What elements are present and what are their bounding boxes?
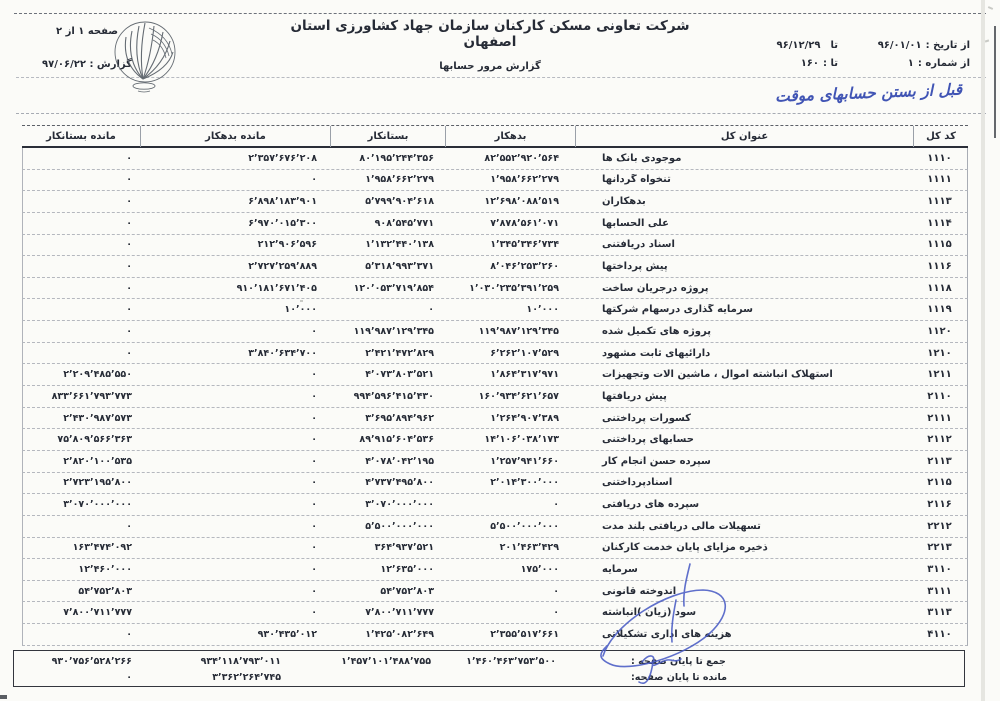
cell-credit: ۱٬۴۲۵٬۰۸۲٬۶۴۹	[365, 628, 434, 640]
cell-balance-debit: ۶٬۹۷۰٬۰۱۵٬۳۰۰	[248, 217, 317, 229]
scan-speck	[985, 39, 989, 42]
cell-account-code: ۲۲۱۳	[927, 542, 952, 554]
cell-account-code: ۱۱۱۰	[927, 152, 952, 164]
cell-account-title: دارائیهای ثابت مشهود	[602, 347, 711, 359]
report-title: گزارش مرور حسابها	[439, 61, 541, 72]
cell-credit: ۳٬۶۹۵٬۸۹۴٬۹۶۲	[365, 412, 434, 424]
cell-credit: ۱۲٬۶۳۵٬۰۰۰	[380, 563, 434, 575]
cell-account-code: ۲۱۱۲	[927, 434, 952, 446]
table-row	[22, 256, 968, 278]
cell-debit: ۶٬۲۶۲٬۱۰۷٬۵۲۹	[490, 347, 559, 359]
cell-debit: ۱٬۰۳۰٬۲۳۵٬۳۹۱٬۲۵۹	[469, 282, 559, 294]
cell-balance-credit: ۱۲٬۴۶۰٬۰۰۰	[78, 563, 132, 575]
cell-balance-debit: ۹۱۰٬۱۸۱٬۶۷۱٬۴۰۵	[236, 282, 317, 294]
cell-balance-credit: ۰	[126, 520, 132, 532]
scan-speck	[988, 6, 993, 10]
cell-account-code: ۳۱۱۰	[927, 563, 952, 575]
table-body	[22, 148, 968, 646]
cell-balance-debit: ۰	[311, 434, 317, 446]
table-row	[22, 321, 968, 343]
cell-account-title: سپرده حسن انجام کار	[602, 455, 711, 467]
cell-account-code: ۱۱۱۱	[927, 174, 952, 186]
cell-account-code: ۱۲۱۰	[927, 347, 952, 359]
table-row	[22, 386, 968, 408]
cell-account-title: سرمایه گذاری درسهام شرکتها	[602, 304, 753, 316]
cell-balance-debit: ۰	[311, 607, 317, 619]
jahad-keshavarzi-emblem-icon	[112, 16, 178, 96]
cell-credit: ۸۹٬۹۱۵٬۶۰۴٬۵۳۶	[359, 434, 434, 446]
date-to-value: ۹۶/۱۲/۲۹	[776, 40, 821, 51]
table-row	[22, 235, 968, 257]
cell-account-title: علی الحسابها	[602, 217, 669, 229]
cell-credit: ۱٬۹۵۸٬۶۶۲٬۲۷۹	[365, 174, 434, 186]
cell-account-title: تسهیلات مالی دریافتی بلند مدت	[602, 520, 761, 532]
cell-account-code: ۱۱۱۸	[927, 282, 952, 294]
cell-account-title: تنخواه گردانها	[602, 174, 671, 186]
cell-credit: ۱٬۱۳۲٬۴۴۰٬۱۳۸	[365, 239, 434, 251]
cell-balance-credit: ۸۳۳٬۶۶۱٬۷۹۳٬۷۷۳	[51, 390, 132, 402]
cell-balance-debit: ۰	[311, 542, 317, 554]
cell-account-code: ۳۱۱۳	[927, 607, 952, 619]
cell-credit: ۵٬۷۹۹٬۹۰۴٬۶۱۸	[365, 196, 434, 208]
cell-debit: ۱٬۳۴۵٬۳۴۶٬۷۳۴	[490, 239, 559, 251]
cell-account-title: اسنادپرداختنی	[602, 477, 673, 489]
cell-credit: ۳۶۴٬۹۳۷٬۵۲۱	[374, 542, 434, 554]
cell-debit: ۰	[553, 607, 559, 619]
table-header-row	[22, 125, 968, 148]
cell-debit: ۱۲٬۶۹۸٬۰۸۸٬۵۱۹	[484, 196, 559, 208]
cell-credit: ۱۲۰٬۰۵۳٬۷۱۹٬۸۵۴	[353, 282, 434, 294]
cell-balance-debit: ۰	[311, 563, 317, 575]
column-header-debit: بدهکار	[445, 126, 575, 147]
cell-debit: ۰	[553, 585, 559, 597]
doc-from-label: از شماره :	[917, 58, 970, 69]
cell-account-code: ۲۲۱۲	[927, 520, 952, 532]
cell-balance-debit: ۲٬۳۵۷٬۶۷۶٬۲۰۸	[248, 152, 317, 164]
scan-edge-band	[981, 0, 985, 701]
cell-debit: ۵٬۵۰۰٬۰۰۰٬۰۰۰	[490, 520, 559, 532]
cell-credit: ۴٬۷۳۷٬۴۹۵٬۸۰۰	[365, 477, 434, 489]
cell-account-title: حسابهای پرداختنی	[602, 434, 694, 446]
cell-balance-debit: ۳٬۸۴۰٬۶۳۴٬۷۰۰	[248, 347, 317, 359]
cell-balance-debit: ۲۱۲٬۹۰۶٬۵۹۶	[257, 239, 317, 251]
cell-debit: ۱٬۹۵۸٬۶۶۲٬۲۷۹	[490, 174, 559, 186]
cell-balance-debit: ۶٬۸۹۸٬۱۸۳٬۹۰۱	[248, 196, 317, 208]
table-row	[22, 473, 968, 495]
cell-balance-debit: ۰	[311, 477, 317, 489]
cell-account-code: ۱۱۱۶	[927, 261, 952, 273]
table-row	[22, 559, 968, 581]
cell-account-code: ۲۱۱۵	[927, 477, 952, 489]
table-row	[22, 148, 968, 170]
cell-account-title: سرمایه	[602, 563, 638, 575]
column-header-balance-debit: مانده بدهکار	[140, 126, 330, 147]
page-number: صفحه ۱ از ۲	[56, 26, 118, 37]
cell-account-title: ذخیره مزایای پایان خدمت کارکنان	[602, 542, 768, 554]
cell-balance-debit: ۱۰٬۰۰۰	[284, 304, 317, 316]
cell-debit: ۱۷۵٬۰۰۰	[520, 563, 559, 575]
sum-balance-debit: ۹۳۴٬۱۱۸٬۷۹۳٬۰۱۱	[200, 655, 281, 667]
cell-debit: ۱٬۲۶۴٬۹۰۷٬۳۸۹	[490, 412, 559, 424]
table-top-separator-line	[16, 113, 986, 114]
cell-credit: ۸۰٬۱۹۵٬۲۴۴٬۳۵۶	[359, 152, 434, 164]
table-row	[22, 538, 968, 560]
balance-balance-debit: ۳٬۳۶۲٬۲۶۴٬۷۴۵	[212, 671, 281, 683]
cell-account-title: استهلاک انباشته اموال ، ماشین آلات وتجهیزات	[602, 369, 833, 381]
cell-balance-debit: ۰	[311, 390, 317, 402]
cell-balance-debit: ۰	[311, 520, 317, 532]
cell-balance-credit: ۳٬۰۷۰٬۰۰۰٬۰۰۰	[63, 499, 132, 511]
date-from-value: ۹۶/۰۱/۰۱	[877, 40, 922, 51]
cell-balance-credit: ۱۶۳٬۴۷۴٬۰۹۲	[72, 542, 132, 554]
table-row	[22, 494, 968, 516]
cell-credit: ۹۰۸٬۵۴۵٬۷۷۱	[374, 217, 434, 229]
cell-account-code: ۱۱۱۳	[927, 196, 952, 208]
column-header-balance-credit: مانده بستانکار	[46, 131, 116, 142]
cell-balance-credit: ۲٬۸۲۰٬۱۰۰٬۵۳۵	[63, 455, 132, 467]
cell-account-code: ۱۱۲۰	[927, 325, 952, 337]
cell-account-title: پیش دریافتها	[602, 390, 667, 402]
sum-debit: ۱٬۴۶۰٬۴۶۳٬۷۵۳٬۵۰۰	[466, 655, 556, 667]
column-header-title: عنوان کل	[575, 126, 913, 147]
cell-account-title: اسناد دریافتنی	[602, 239, 675, 251]
cell-account-title: بدهکاران	[602, 196, 646, 208]
cell-debit: ۱۶۰٬۹۳۴٬۶۲۱٬۶۵۷	[478, 390, 559, 402]
sum-credit: ۱٬۴۵۷٬۱۰۱٬۴۸۸٬۷۵۵	[341, 655, 431, 667]
sum-label: جمع تا پایان صفحه :	[631, 655, 726, 667]
cell-balance-credit: ۰	[126, 239, 132, 251]
print-date: گزارش : ۹۷/۰۶/۲۲	[42, 59, 132, 70]
table-row	[22, 624, 968, 646]
cell-debit: ۱۱۹٬۹۸۷٬۱۲۹٬۳۴۵	[478, 325, 559, 337]
cell-account-code: ۱۱۱۴	[927, 217, 952, 229]
scan-corner-artifact	[0, 695, 7, 699]
cell-balance-credit: ۲٬۴۳۰٬۹۸۷٬۵۷۳	[63, 412, 132, 424]
balance-balance-credit: ۰	[126, 671, 132, 683]
cell-account-title: موجودی بانک ها	[602, 152, 682, 164]
table-row	[22, 429, 968, 451]
company-name: شرکت تعاونی مسکن کارکنان سازمان جهاد کشاورزی استان اصفهان	[290, 18, 690, 50]
cell-account-title: هزینه های اداری تشکیلاتی	[602, 628, 732, 640]
cell-balance-credit: ۰	[126, 174, 132, 186]
cell-balance-credit: ۰	[126, 152, 132, 164]
date-from-label: از تاریخ :	[925, 40, 970, 51]
cell-debit: ۱۰٬۰۰۰	[526, 304, 559, 316]
cell-credit: ۲٬۴۲۱٬۴۷۲٬۸۲۹	[365, 347, 434, 359]
table-row	[22, 516, 968, 538]
cell-account-code: ۱۱۱۹	[927, 304, 952, 316]
cell-debit: ۱٬۲۵۷٬۹۴۱٬۶۶۰	[490, 455, 559, 467]
cell-credit: ۹۹۴٬۵۹۶٬۴۱۵٬۴۳۰	[353, 390, 434, 402]
table-row	[22, 191, 968, 213]
cell-account-code: ۴۱۱۰	[927, 628, 952, 640]
cell-account-title: پروژه درجریان ساخت	[602, 282, 709, 294]
cell-account-code: ۱۱۱۵	[927, 239, 952, 251]
cell-debit: ۱۴٬۱۰۶٬۰۳۸٬۱۷۳	[484, 434, 559, 446]
cell-debit: ۸۲٬۵۵۲٬۹۲۰٬۵۶۴	[484, 152, 559, 164]
scan-edge-dark-line	[994, 26, 996, 138]
cell-account-title: اندوخته قانونی	[602, 585, 677, 597]
table-row	[22, 343, 968, 365]
cell-balance-credit: ۰	[126, 325, 132, 337]
cell-debit: ۸٬۰۴۶٬۲۵۳٬۲۶۰	[490, 261, 559, 273]
cell-balance-credit: ۰	[126, 304, 132, 316]
cell-balance-debit: ۰	[311, 369, 317, 381]
cell-balance-credit: ۰	[126, 282, 132, 294]
cell-account-code: ۲۱۱۳	[927, 455, 952, 467]
table-row	[22, 278, 968, 300]
cell-balance-credit: ۰	[126, 347, 132, 359]
signature-icon	[585, 560, 755, 700]
cell-balance-debit: ۰	[311, 455, 317, 467]
cell-balance-credit: ۰	[126, 628, 132, 640]
cell-credit: ۱۱۹٬۹۸۷٬۱۲۹٬۳۴۵	[353, 325, 434, 337]
cell-debit: ۱٬۸۶۴٬۳۱۷٬۹۷۱	[490, 369, 559, 381]
column-header-credit: بستانکار	[330, 126, 445, 147]
table-row	[22, 451, 968, 473]
cell-debit: ۲۰۱٬۴۶۳٬۴۲۹	[499, 542, 559, 554]
balance-label: مانده تا پایان صفحه:	[631, 671, 727, 683]
cell-credit: ۵٬۵۰۰٬۰۰۰٬۰۰۰	[365, 520, 434, 532]
doc-to-value: ۱۶۰	[800, 58, 819, 69]
cell-credit: ۴٬۰۷۸٬۰۴۲٬۱۹۵	[365, 455, 434, 467]
sum-balance-credit: ۹۳۰٬۷۵۶٬۵۲۸٬۲۶۶	[51, 655, 132, 667]
cell-debit: ۰	[553, 499, 559, 511]
cell-balance-debit: ۰	[311, 325, 317, 337]
column-header-code: کد کل	[913, 126, 968, 147]
cell-balance-debit: ۲٬۷۲۷٬۲۵۹٬۸۸۹	[248, 261, 317, 273]
cell-balance-credit: ۲٬۲۰۹٬۴۸۵٬۵۵۰	[63, 369, 132, 381]
table-row	[22, 170, 968, 192]
handwritten-note: قبل از بستن حسابهای موقت	[774, 80, 963, 106]
cell-credit: ۵۴٬۷۵۲٬۸۰۳	[380, 585, 434, 597]
cell-account-code: ۲۱۱۶	[927, 499, 952, 511]
totals-balance-row	[14, 669, 964, 685]
table-row	[22, 581, 968, 603]
cell-credit: ۷٬۸۰۰٬۷۱۱٬۷۷۷	[365, 607, 434, 619]
cell-account-title: پروژه های تکمیل شده	[602, 325, 711, 337]
date-to-label: تا	[830, 40, 838, 51]
cell-balance-credit: ۵۴٬۷۵۲٬۸۰۳	[78, 585, 132, 597]
cell-balance-credit: ۲٬۷۲۳٬۱۹۵٬۸۰۰	[63, 477, 132, 489]
table-row	[22, 364, 968, 386]
cell-balance-credit: ۷۵٬۸۰۹٬۵۶۶٬۳۶۳	[57, 434, 132, 446]
cell-debit: ۲٬۳۵۵٬۵۱۷٬۶۶۱	[490, 628, 559, 640]
cell-balance-debit: ۰	[311, 412, 317, 424]
doc-from-value: ۱	[907, 58, 914, 69]
cell-balance-debit: ۰	[311, 174, 317, 186]
cell-debit: ۲٬۰۱۴٬۳۰۰٬۰۰۰	[490, 477, 559, 489]
cell-balance-credit: ۰	[126, 261, 132, 273]
table-row	[22, 602, 968, 624]
cell-balance-debit: ۰	[311, 585, 317, 597]
report-header	[280, 18, 700, 72]
cell-account-title: سود (زیان )انباشته	[602, 607, 697, 619]
table-row	[22, 408, 968, 430]
cell-account-title: سپرده های دریافتی	[602, 499, 700, 511]
cell-balance-debit: ۰	[311, 499, 317, 511]
report-range-block	[735, 40, 970, 76]
cell-account-code: ۲۱۱۱	[927, 412, 952, 424]
cell-balance-credit: ۰	[126, 196, 132, 208]
table-row	[22, 213, 968, 235]
cell-balance-debit: ۹۳۰٬۴۳۵٬۰۱۲	[257, 628, 317, 640]
cell-account-code: ۲۱۱۰	[927, 390, 952, 402]
cell-account-code: ۱۲۱۱	[927, 369, 952, 381]
scan-edge-line-top	[14, 13, 986, 14]
cell-debit: ۷٬۸۷۸٬۵۶۱٬۰۷۱	[490, 217, 559, 229]
totals-box	[13, 650, 965, 687]
cell-balance-credit: ۰	[126, 217, 132, 229]
cell-account-title: پیش پرداختها	[602, 261, 668, 273]
cell-credit: ۰	[428, 304, 434, 316]
cell-credit: ۴٬۰۷۳٬۸۰۳٬۵۲۱	[365, 369, 434, 381]
cell-balance-credit: ۷٬۸۰۰٬۷۱۱٬۷۷۷	[63, 607, 132, 619]
cell-credit: ۳٬۰۷۰٬۰۰۰٬۰۰۰	[365, 499, 434, 511]
cell-account-title: کسورات پرداختنی	[602, 412, 691, 424]
table-row	[22, 299, 968, 321]
cell-credit: ۵٬۳۱۸٬۹۹۳٬۳۷۱	[365, 261, 434, 273]
totals-sum-row	[14, 653, 964, 669]
doc-to-label: تا :	[823, 58, 838, 69]
cell-account-code: ۳۱۱۱	[927, 585, 952, 597]
